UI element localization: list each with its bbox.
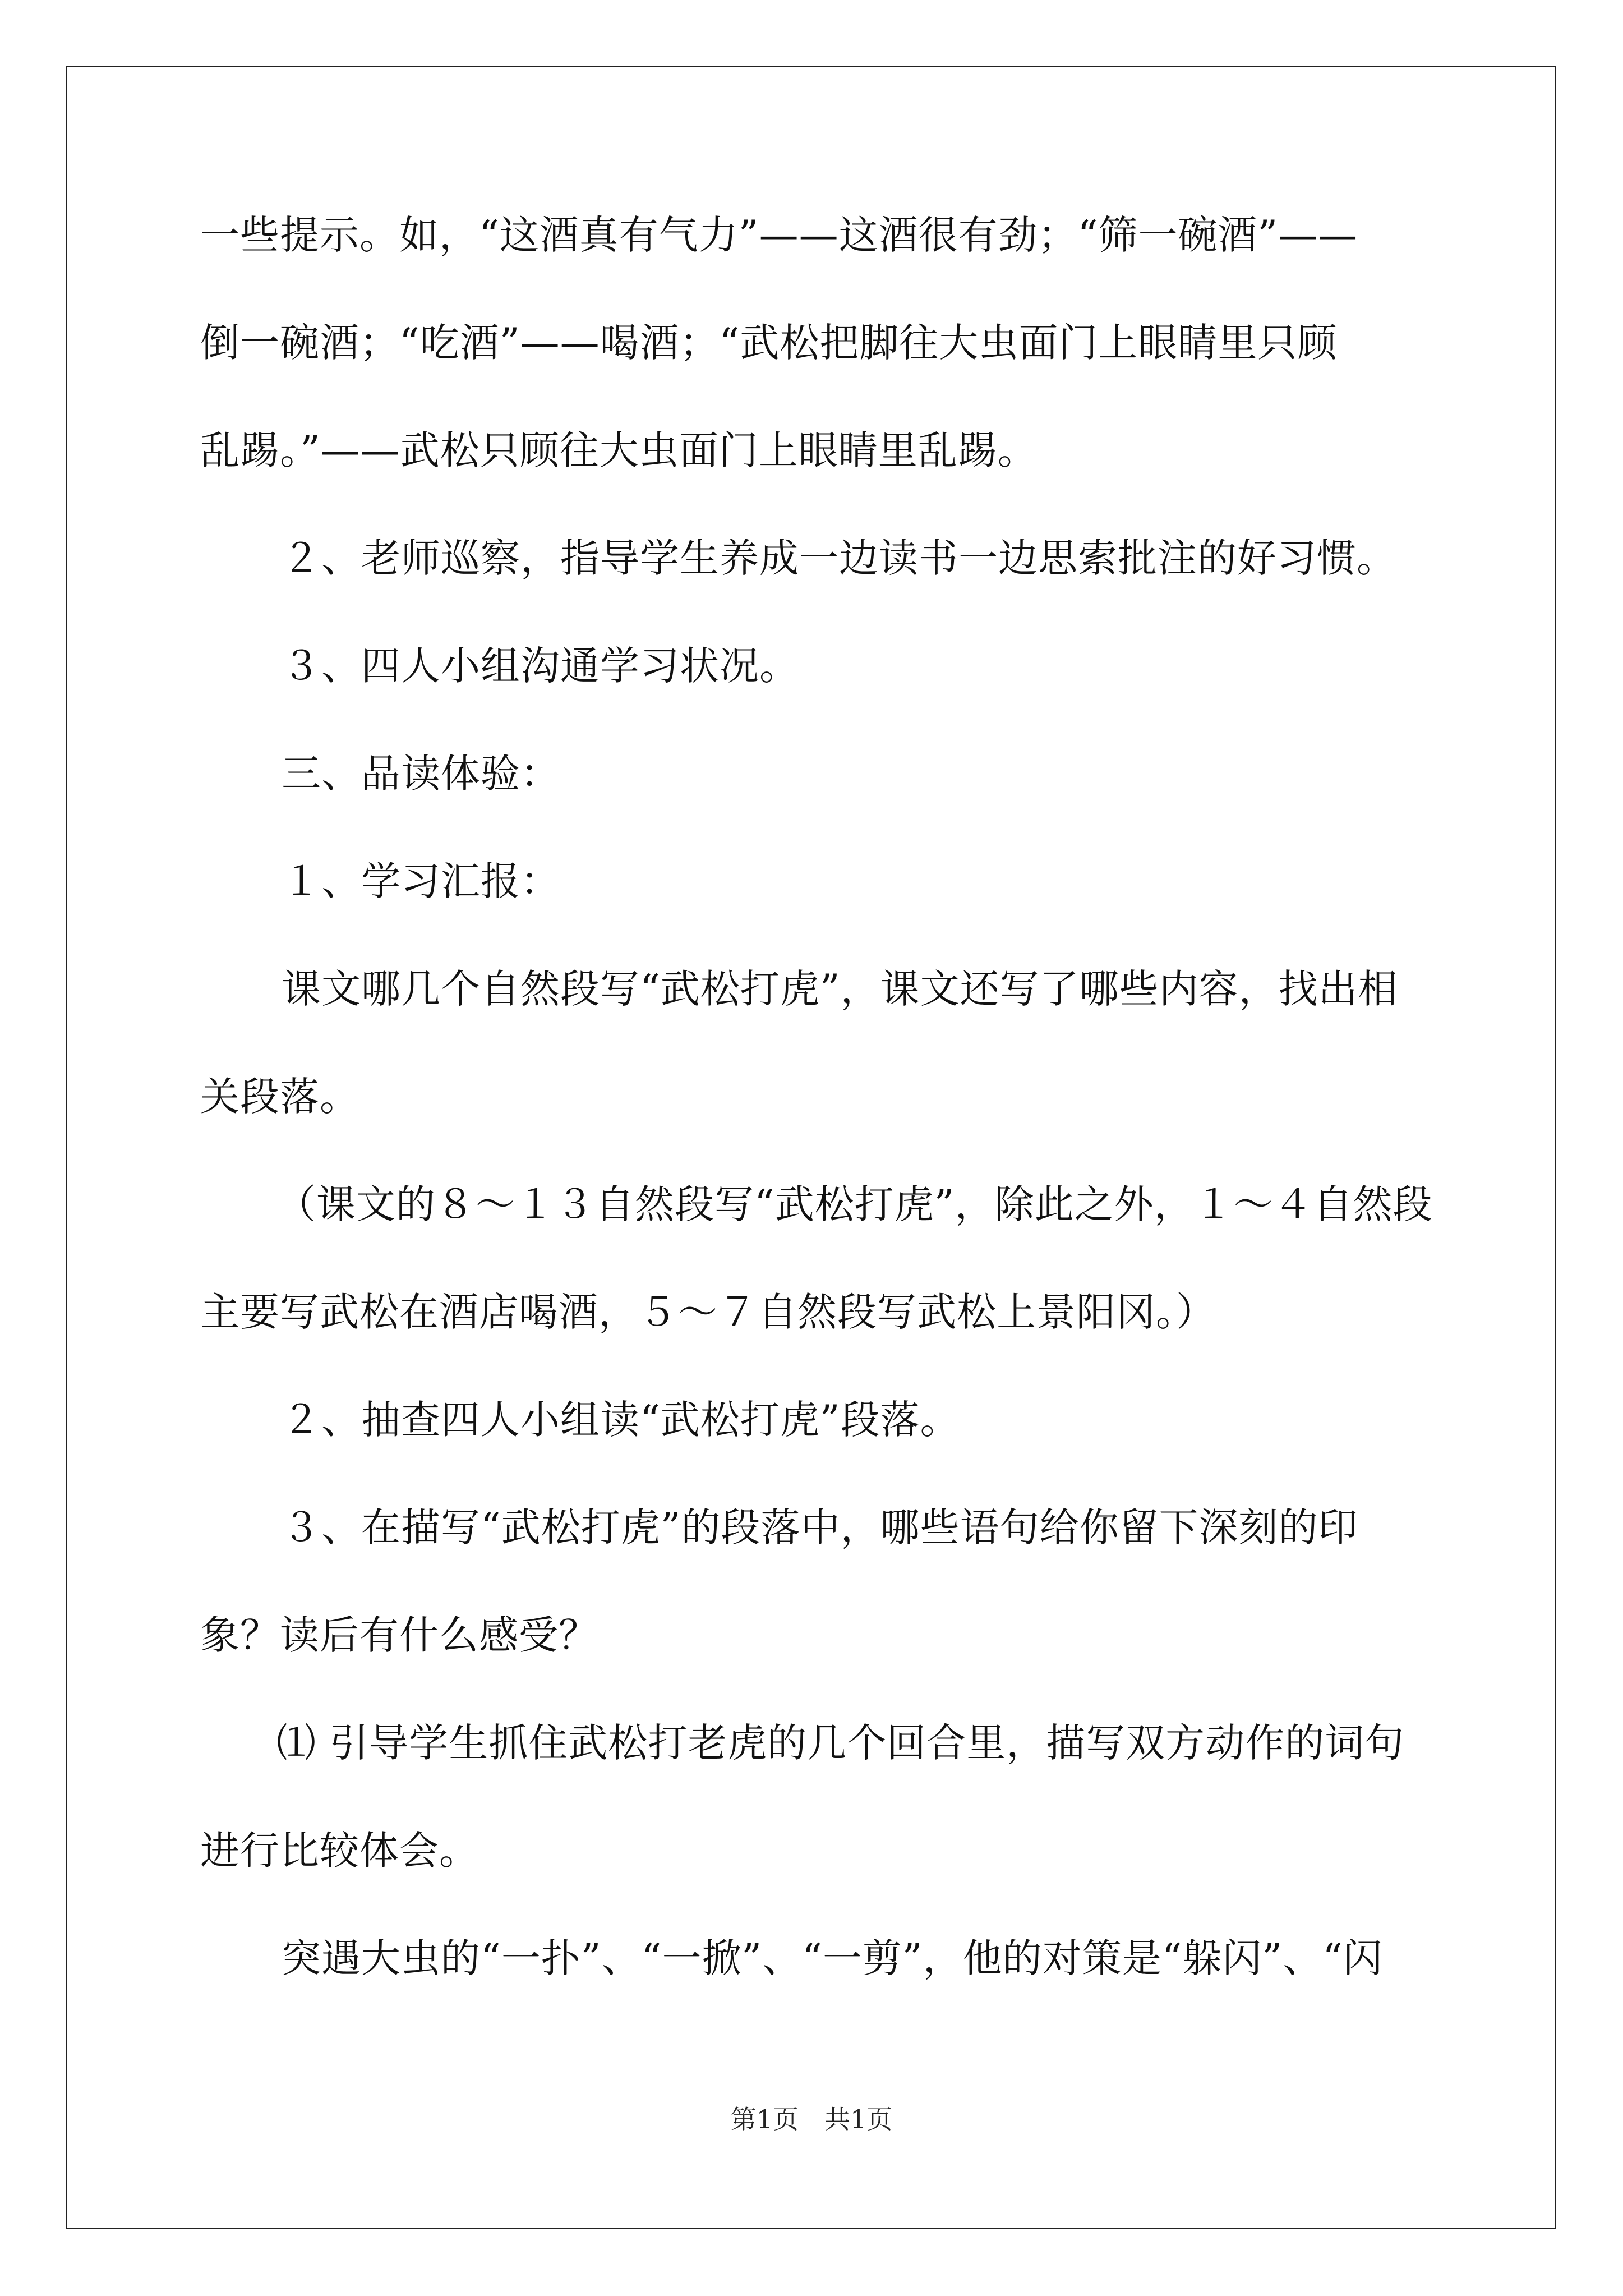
page-footer: 第1页 共1页 [730, 2104, 893, 2134]
text-line: ３、在描写“武松打虎”的段落中，哪些语句给你留下深刻的印 [282, 1504, 1358, 1550]
page-border [66, 66, 1556, 2229]
text-line: ⑴ 引导学生抓住武松打老虎的几个回合里，描写双方动作的词句 [276, 1720, 1405, 1766]
text-line: 突遇大虫的“一扑”、“一掀”、“一剪”，他的对策是“躲闪”、“闪 [282, 1935, 1384, 1981]
section-heading: 三、品读体验： [282, 751, 560, 797]
text-line: 主要写武松在酒店喝酒，５～７自然段写武松上景阳冈。） [200, 1289, 1216, 1335]
text-line: 倒一碗酒；“吃酒”——喝酒；“武松把脚往大虫面门上眼睛里只顾 [200, 320, 1338, 366]
text-line: １、学习汇报： [282, 858, 560, 904]
text-line: ３、四人小组沟通学习状况。 [282, 643, 799, 689]
text-line: 乱踢。”——武松只顾往大虫面门上眼睛里乱踢。 [200, 427, 1038, 473]
text-line: ２、老师巡察，指导学生养成一边读书一边思索批注的好习惯。 [282, 535, 1396, 581]
text-line: （课文的８～１３自然段写“武松打虎”，除此之外，１～４自然段 [276, 1181, 1433, 1227]
text-line: 课文哪几个自然段写“武松打虎”，课文还写了哪些内容，找出相 [282, 966, 1398, 1012]
text-line: 一些提示。如，“这酒真有气力”——这酒很有劲；“筛一碗酒”—— [200, 212, 1358, 258]
text-line: ２、抽查四人小组读“武松打虎”段落。 [282, 1397, 960, 1443]
text-line: 关段落。 [200, 1074, 359, 1120]
text-line: 进行比较体会。 [200, 1828, 479, 1874]
text-line: 象？读后有什么感受？ [200, 1612, 598, 1658]
